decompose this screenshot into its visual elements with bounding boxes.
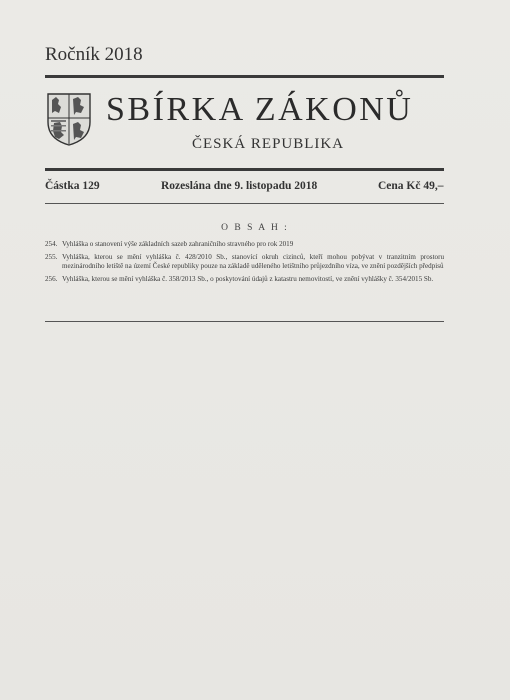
part-number: Částka 129 [45,180,100,192]
contents-entry [45,240,444,250]
coat-of-arms-icon [46,92,92,146]
distribution-date: Rozeslána dne 9. listopadu 2018 [161,180,318,192]
price-label: Cena Kč 49,– [378,180,444,192]
country-subtitle: ČESKÁ REPUBLIKA [192,136,345,152]
contents-heading: O B S A H : [221,223,289,233]
entry-text: Vyhláška, kterou se mění vyhláška č. 358/2013 Sb., o poskytování údajů z katastru nemovitostí, ve znění vyhlášky č. 354/2015 Sb. [62,274,434,283]
top-rule [45,75,444,78]
entry-number: 255. [45,252,58,261]
header-bottom-rule [45,168,444,171]
entry-number: 254. [45,240,58,248]
contents-entry [45,253,444,272]
gazette-title: SBÍRKA ZÁKONŮ [106,91,414,128]
contents-list [45,240,444,287]
volume-label: Ročník 2018 [45,44,143,65]
entry-text: Vyhláška o stanovení výše základních sazeb zahraničního stravného pro rok 2019 [62,240,294,248]
entry-text: Vyhláška, kterou se mění vyhláška č. 428/2010 Sb., stanovící okruh cizinců, kteří mohou pobývat v tranzitním prostoru mezinárodního letiště na území České republiky pouze na základě uděleného letištního průjezdního víza, ve znění pozdějších předpisů [62,252,444,271]
contents-bottom-rule [45,321,444,322]
contents-entry [45,275,444,285]
entry-number: 256. [45,274,58,283]
meta-bottom-rule [45,203,444,204]
